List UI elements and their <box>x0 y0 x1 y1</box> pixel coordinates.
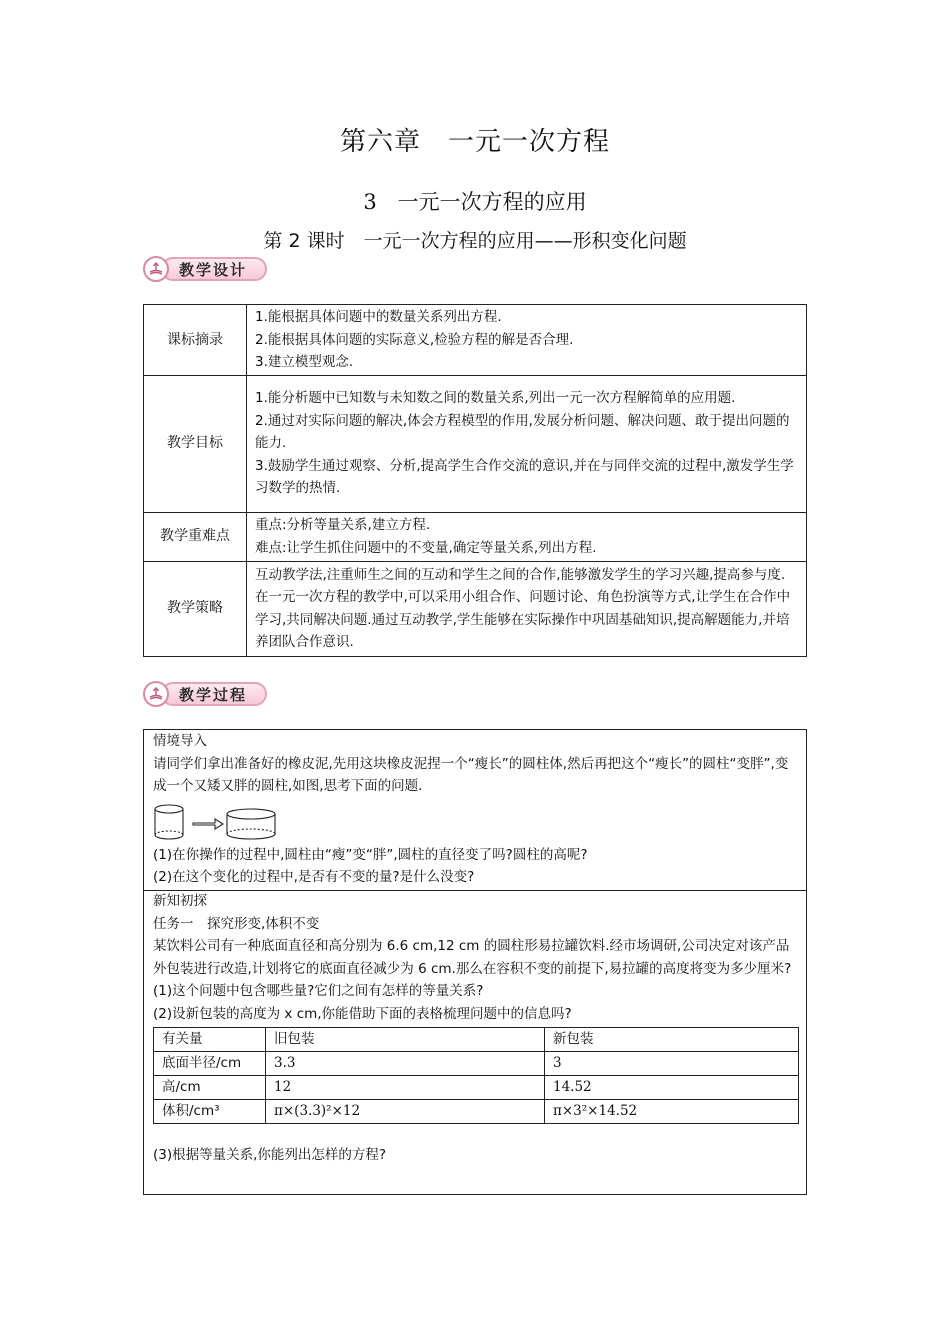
content-line: 难点:让学生抓住问题中的不变量,确定等量关系,列出方程. <box>255 539 597 556</box>
new-knowledge-section <box>144 890 806 1194</box>
row-content <box>247 305 807 376</box>
cylinder-transform-icon <box>153 804 283 842</box>
content-line: 重点:分析等量关系,建立方程. <box>255 517 431 533</box>
row-content <box>247 512 807 561</box>
table-cell: 高/cm <box>154 1076 266 1100</box>
lesson-title: 第 2 课时 一元一次方程的应用——形积变化问题 <box>263 230 687 252</box>
content-line: 1.能分析题中已知数与未知数之间的数量关系,列出一元一次方程解简单的应用题. <box>255 390 736 407</box>
question-3: (3)根据等量关系,你能列出怎样的方程? <box>153 1147 387 1163</box>
table-cell: 12 <box>266 1076 545 1100</box>
table-cell: π×(3.3)²×12 <box>266 1100 545 1124</box>
table-row <box>144 512 807 561</box>
book-logo-icon <box>143 681 169 707</box>
content-line: 2.能根据具体问题的实际意义,检验方程的解是否合理. <box>255 331 574 348</box>
header-cell: 新包装 <box>545 1028 799 1052</box>
design-table <box>143 304 807 657</box>
question-1: (1)这个问题中包含哪些量?它们之间有怎样的等量关系? <box>153 983 484 999</box>
row-content <box>247 561 807 656</box>
table-header-row <box>154 1028 799 1052</box>
situation-intro: 请同学们拿出准备好的橡皮泥,先用这块橡皮泥捏一个“瘦长”的圆柱体,然后再把这个“瘦长”的圆柱“变胖”,变成一个又矮又胖的圆柱,如图,思考下面的问题. <box>153 755 789 794</box>
cylinder-figure <box>144 798 806 844</box>
table-cell: π×3²×14.52 <box>545 1100 799 1124</box>
table-row <box>144 375 807 512</box>
header-cell: 旧包装 <box>266 1028 545 1052</box>
content-line: 3.鼓励学生通过观察、分析,提高学生合作交流的意识,并在与同伴交流的过程中,激发学生学习数学的热情. <box>255 457 794 497</box>
row-label: 教学目标 <box>144 375 247 512</box>
table-row <box>154 1052 799 1076</box>
row-label: 课标摘录 <box>144 305 247 376</box>
situation-question-1: (1)在你操作的过程中,圆柱由“瘦”变“胖”,圆柱的直径变了吗?圆柱的高呢? <box>153 846 588 863</box>
question-2: (2)设新包装的高度为 x cm,你能借助下面的表格梳理问题中的信息吗? <box>153 1005 572 1022</box>
process-badge-label: 教学过程 <box>161 682 267 706</box>
table-cell: 底面半径/cm <box>154 1052 266 1076</box>
process-badge <box>143 680 267 708</box>
content-line: 互动教学法,注重师生之间的互动和学生之间的合作,能够激发学生的学习兴趣,提高参与度.在一元一次方程的教学中,可以采用小组合作、问题讨论、角色扮演等方式,让学生在合作中学习,共同解决问题.通过互动教学,学生能够在实际操作中巩固基础知识,提高解题能力,并培养团队合作意识. <box>255 566 791 650</box>
process-box <box>143 729 807 1195</box>
situation-heading: 情境导入 <box>153 733 207 749</box>
new-knowledge-heading: 新知初探 <box>153 893 207 909</box>
section-title: 3 一元一次方程的应用 <box>363 190 587 214</box>
table-row <box>144 305 807 376</box>
row-content <box>247 375 807 512</box>
design-badge-label: 教学设计 <box>161 257 267 281</box>
row-label: 教学重难点 <box>144 512 247 561</box>
book-logo-icon <box>143 256 169 282</box>
table-row <box>154 1076 799 1100</box>
content-line: 3.建立模型观念. <box>255 354 354 370</box>
content-line: 1.能根据具体问题中的数量关系列出方程. <box>255 309 502 325</box>
table-row <box>144 561 807 656</box>
situation-section <box>144 730 806 891</box>
situation-question-2: (2)在这个变化的过程中,是否有不变的量?是什么没变? <box>153 869 475 885</box>
table-cell: 3.3 <box>266 1052 545 1076</box>
table-cell: 14.52 <box>545 1076 799 1100</box>
content-line: 2.通过对实际问题的解决,体会方程模型的作用,发展分析问题、解决问题、敢于提出问题的能力. <box>255 412 790 452</box>
problem-text: 某饮料公司有一种底面直径和高分别为 6.6 cm,12 cm 的圆柱形易拉罐饮料.经市场调研,公司决定对该产品外包装进行改造,计划将它的底面直径减少为 6 cm.那么在容积不变的前提下,易拉罐的高度将变为多少厘米? <box>153 938 792 977</box>
table-cell: 体积/cm³ <box>154 1100 266 1124</box>
task-title: 任务一 探究形变,体积不变 <box>153 915 320 932</box>
table-cell: 3 <box>545 1052 799 1076</box>
row-label: 教学策略 <box>144 561 247 656</box>
design-badge <box>143 255 267 283</box>
chapter-title: 第六章 一元一次方程 <box>339 127 610 157</box>
header-cell: 有关量 <box>154 1028 266 1052</box>
info-table <box>153 1027 799 1124</box>
table-row <box>154 1100 799 1124</box>
